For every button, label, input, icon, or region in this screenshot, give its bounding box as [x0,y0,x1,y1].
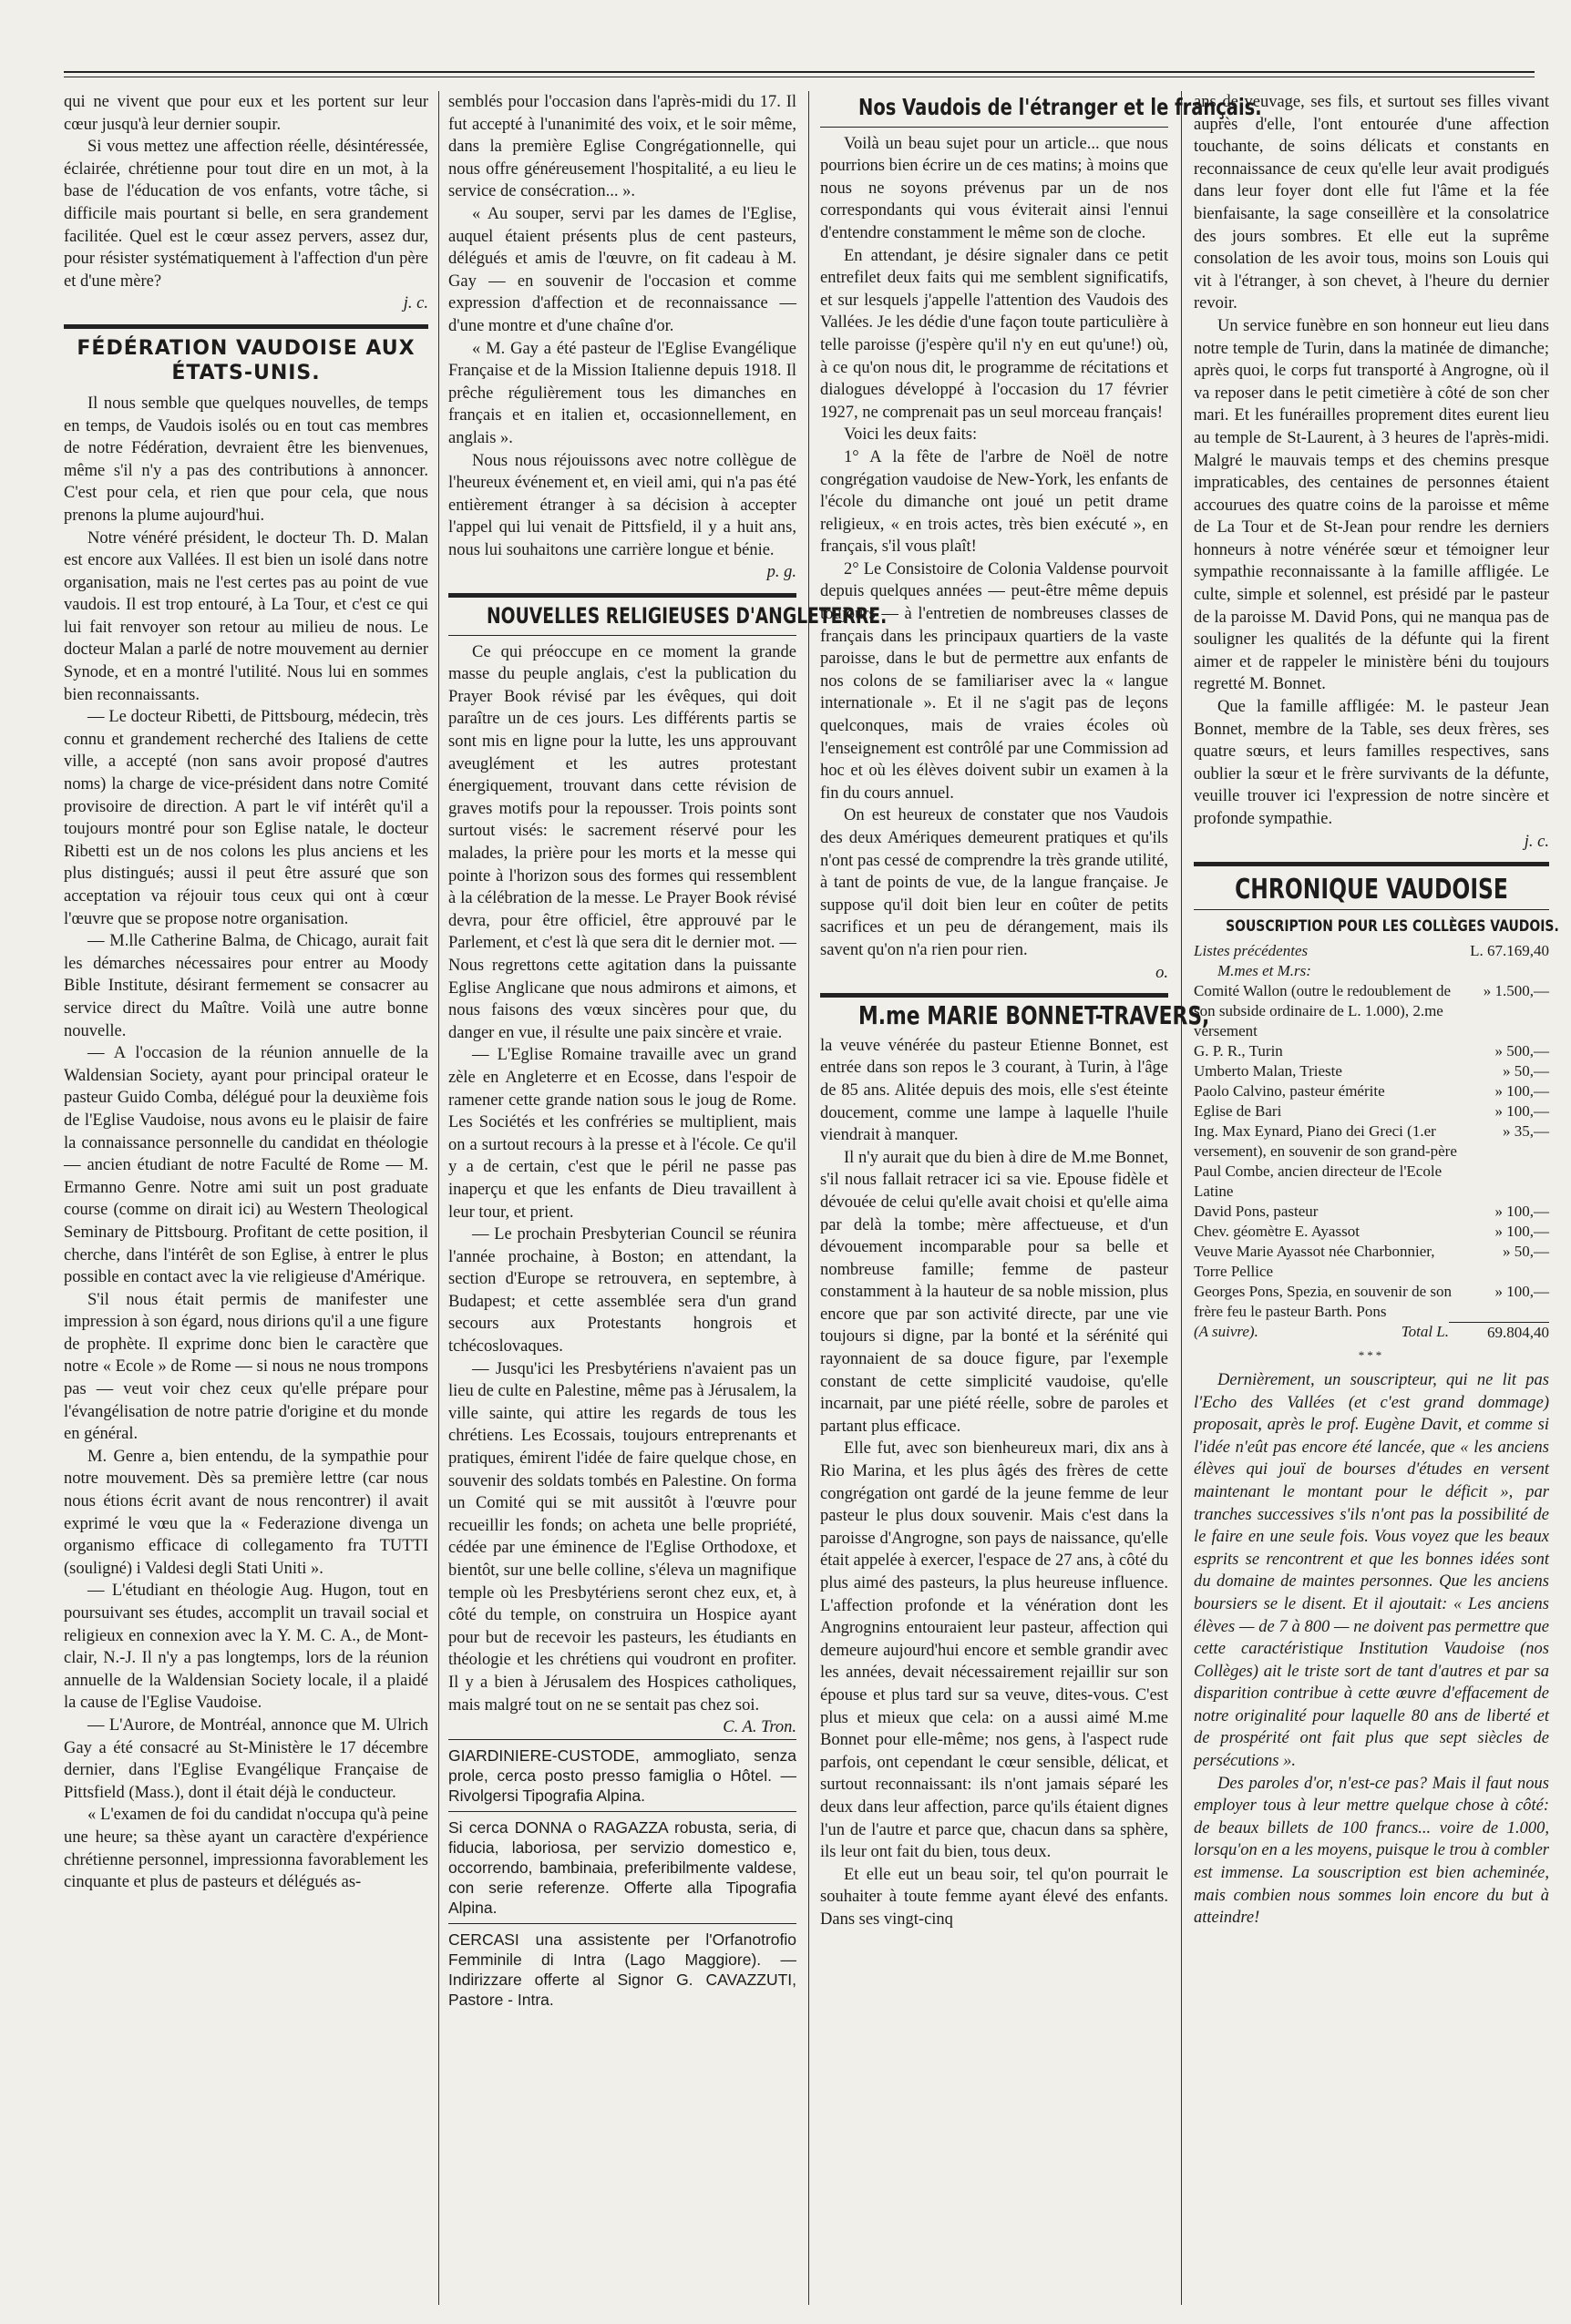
paragraph: « M. Gay a été pasteur de l'Eglise Evangélique Française et de la Mission Italienne depuis 1918. Il prêche régulièrement tous les dimanches en français et en italien et, occasionnellement, en anglais ». [448,339,796,447]
paragraph: Notre vénéré président, le docteur Th. D. Malan est encore aux Vallées. Il est bien un isolé dans notre organisation, mais ne l'est certes pas au point de vue vaudois. Il est trop entouré, à La Tour, et c'est ce qui lui fait renvoyer son retour au milieu de nous. Le docteur Malan a parlé de notre mouvement au dernier Synode, et en a montré l'utilité. Nous lui en sommes bien reconnaissants. [64,528,428,704]
paragraph: — L'Aurore, de Montréal, annonce que M. Ulrich Gay a été consacré au St-Ministère le 17 décembre dernier, dans l'Eglise Evangélique Française de Pittsfield (Mass.), dont il était déjà le conducteur. [64,1715,428,1802]
subscription-suivre: (A suivre). [1194,1323,1258,1341]
subscription-row [1194,1061,1549,1081]
subscription-donor: G. P. R., Turin [1194,1042,1283,1060]
subscription-donor: Comité Wallon (outre le redoublement de son subside ordinaire de L. 1.000), 2.me versement [1194,982,1452,1040]
subscription-donor: Chev. géomètre E. Ayassot [1194,1223,1360,1241]
subscription-row [1194,981,1549,1041]
column-4 [1194,91,1559,2305]
subscription-previous-label: Listes précédentes [1194,942,1309,960]
subscription-amount: » 100,— [1494,1082,1549,1101]
subscription-row [1194,1202,1549,1222]
signature: p. g. [766,563,796,582]
paragraph: — Le prochain Presbyterian Council se réunira l'année prochaine, à Boston; en attendant, la section d'Europe se retrouvera, en septembre, à Budapest; et cette assemblée sera d'un grand secours aux Protestants hongrois et tchécoslovaques. [448,1225,796,1357]
paragraph: Un service funèbre en son honneur eut lieu dans notre temple de Turin, dans la matinée de dimanche; après quoi, le corps fut transporté à Angrogne, où il va reposer dans le petit cimetière à côté de son cher mari. Et les funérailles proprement dites eurent lieu au temple de St-Laurent, à 3 heures de l'après-midi. Malgré le mauvais temps et des chemins presque impraticables, des centaines de personnes étaient accourues des quatre coins de la paroisse et même de La Tour et de St-Jean pour rendre les derniers honneurs à notre vénérée sœur et témoigner leur sympathie reconnaissante à la famille affligée. Le culte, simple et solennel, est présidé par le pasteur de la paroisse M. David Pons, qui ne manqua pas de souligner les qualités de la défunte qui la firent aimer et de rappeler le ministère béni du toujours regretté M. Bonnet. [1194,316,1549,694]
paragraph: Il nous semble que quelques nouvelles, de temps en temps, de Vaudois isolés ou en tout cas membres de notre Fédération, devraient être les bienvenues, même s'il n'y a pas des contributions à annoncer. C'est pour cela, et rien que pour cela, que nous prenons la plume aujourd'hui. [64,394,428,525]
paragraph: « L'examen de foi du candidat n'occupa qu'à peine une heure; sa thèse ayant un caractère d'expérience chrétienne personnel, impressionna favorablement les cinquante et plus de pasteurs et délégués as- [64,1806,428,1892]
subscription-row [1194,1242,1549,1282]
signature: j. c. [403,294,428,313]
paragraph: Voilà un beau sujet pour un article... que nous pourrions bien écrire un de ces matins; à moins que nous ne soyons prévenus par un de nos correspondants qui vous éviterait ainsi l'ennui d'entendre constamment le même son de cloche. [820,134,1168,242]
paragraph: On est heureux de constater que nos Vaudois des deux Amériques demeurent pratiques et qu'ils n'ont pas cessé de comprendre la très grande utilité, à tant de points de vue, de la langue française. Je suppose qu'il doit bien leur en coûter de petits sacrifices et un peu de dérangement, mais ils savent qu'on n'a rien pour rien. [820,806,1168,959]
subscription-row [1194,1121,1549,1202]
column-divider [438,91,439,2305]
article-title-federation: FÉDÉRATION VAUDOISE AUX ÉTATS-UNIS. [77,336,416,384]
subscription-amount: » 1.500,— [1483,982,1549,1000]
paragraph: Si vous mettez une affection réelle, désintéressée, éclairée, chrétienne pour tout dire en un mot, à la base de l'éducation de vos enfants, votre tâche, si difficile mais pourtant si belle, en sera grandement facilitée. Quel est le cœur assez pervers, assez dur, pour résister systématiquement à l'affection d'un père et d'une mère? [64,138,428,291]
subscription-total [1194,1322,1549,1343]
section-title-chronique: CHRONIQUE VAUDOISE [1235,874,1508,906]
paragraph: Voici les deux faits: [844,425,978,445]
paragraph: Dernièrement, un souscripteur, qui ne lit pas l'Echo des Vallées (et c'est grand dommage) proposait, après le prof. Eugène Davit, et comme si l'idée n'eût pas encore été lancée, que « les anciens élèves qui jouï de bourses d'études en versent maintenant le montant pour le déficit », par tranches successives s'ils n'ont pas la possibilité de le faire en une seule fois. Vous voyez que les beaux esprits se rencontrent et que les bonnes idées sont du domaine de maintes personnes. Que les anciens boursiers se le disent. Et il ajoutait: « Les anciens élèves — de 7 à 800 — ne doivent pas permettre que cette caractéristique Institution Vaudoise (nos Collèges) ait le triste sort de tant d'autres et par sa disparition contribue à cette œuvre d'effacement de notre originalité pour laquelle 80 ans de liberté et de prospérité ont fait plus que sept siècles de persécutions ». [1194,1370,1549,1771]
paragraph: « Au souper, servi par les dames de l'Eglise, auquel étaient présents plus de cent pasteurs, délégués et amis de l'œuvre, on fit cadeau à M. Gay — en souvenir de l'occasion et comme expression d'affection et de reconnaissance — d'une montre et d'une chaîne d'or. [448,204,796,335]
subscription-total-label: Total L. [1401,1323,1449,1341]
subscription-amount: » 100,— [1494,1223,1549,1241]
subscription-donor: David Pons, pasteur [1194,1203,1319,1221]
subscription-rows [1194,981,1549,1322]
paragraph: S'il nous était permis de manifester une impression à son égard, nous dirions qu'il a une figure de prophète. Il exprime donc bien le caractère que notre « Ecole » de Rome — si nous ne nous trompons pas — veut voir chez ceux qu'elle prépare pour l'évangélisation de notre patrie d'origine et du monde en général. [64,1290,428,1444]
paragraph: — Jusqu'ici les Presbytériens n'avaient pas un lieu de culte en Palestine, même pas à Jérusalem, la ville sainte, qui attire les regards de tous les chrétiens. Les Ecossais, toujours entreprenants et pratiques, émirent l'idée de faire quelque chose, en souvenir des soldats tombés en Palestine. On forma un Comité qui se mit aussitôt à l'œuvre pour recueillir les fonds; on acheta une belle propriété, cédée par une éminence de l'Eglise Orthodoxe, et bientôt, sur une belle colline, s'éleva un magnifique temple où les Presbytériens seront chez eux, et, à côté du temple, on construira un Hospice ayant pour but de recevoir les pasteurs, les étudiants en théologie et les chrétiens qui voudront en profiter. Il y a bien à Jérusalem des Hospices catholiques, mais malgré tout on ne se sentait pas chez soi. [448,1359,796,1715]
subscription-donor: Paolo Calvino, pasteur émérite [1194,1082,1385,1101]
column-divider [808,91,809,2305]
subscription-donor: Ing. Max Eynard, Piano dei Greci (1.er versement), en souvenir de son grand-père Paul Combe, ancien directeur de l'Ecole Latine [1194,1122,1457,1201]
paragraph: la veuve vénérée du pasteur Etienne Bonnet, est entrée dans son repos le 3 courant, à Turin, à l'âge de 85 ans. Alitée depuis des mois, elle s'est éteinte doucement, comme une lampe à laquelle l'huile viendrait à manquer. [820,1036,1168,1145]
section-divider [448,593,796,598]
paragraph: Il n'y aurait que du bien à dire de M.me Bonnet, s'il nous fallait retracer ici sa vie. Epouse fidèle et dévouée de celui qu'elle avait choisi et qu'elle aima par delà la tombe; mère affectueuse, et d'un dévouement incomparable pour sa belle et nombreuse famille; femme de pasteur constamment à la hauteur de sa noble mission, plus encore que par son activité directe, par une vie toujours si digne, par la bonté et la sérénité qui rayonnaient de sa douce figure, par l'exemple constant de cette simplicité vaudoise, qu'elle incarnait, par une piété réelle, sobre de paroles et partant plus efficace. [820,1148,1168,1436]
classified-ad: Si cerca DONNA o RAGAZZA robusta, seria, di fiducia, laboriosa, per servizio domestico e, occorrendo, bambinaia, preferibilmente valdese, con serie referenze. Offerte alla Tipografia Alpina. [448,1811,796,1923]
subscription-row [1194,1041,1549,1061]
paragraph: — Le docteur Ribetti, de Pittsbourg, médecin, très connu et grandement recherché des Italiens de cette ville, a accepté (non sans avoir proposé d'autres noms) la charge de vice-président dans notre Comité provisoire de direction. A part le vif intérêt qu'il a toujours montré pour son Eglise natale, le docteur Ribetti est un de nos colons les plus anciens et les plus distingués; aussi il peut être assuré que son acceptation va réjouir tous ceux qui ont à cœur l'œuvre que se propose notre organisation. [64,708,428,928]
paragraph: Et elle eut un beau soir, tel qu'on pourrait le souhaiter à toute femme ayant élevé des enfants. Dans ses vingt-cinq [820,1865,1168,1929]
paragraph: 2° Le Consistoire de Colonia Valdense pourvoit depuis quelques années — peut-être même depuis toujours — à l'entretien de nombreuses classes de français dans les principaux quartiers de la vaste paroisse, dans le but de permettre aux enfants de nos colons de se familiariser avec la « langue internationale ». Et il ne s'agit pas de leçons quelconques, mais de vraies écoles où l'enseignement est contrôlé par une Commission ad hoc et où les élèves doivent subir un examen à la fin du cours annuel. [820,559,1168,803]
paragraph: ans de veuvage, ses fils, et surtout ses filles vivant auprès d'elle, l'ont entourée d'une affection touchante, de soins délicats et constants en reconnaissance de ceux qu'elle leur avait prodigués dans leur foyer dont elle fut l'âme et la fée bienfaisante, la sage conseillère et la consolatrice des jours sombres. Et elle eut la suprême consolation de les avoir tous, moins son Louis qui vit à l'étranger, à son chevet, à l'heure du dernier revoir. [1194,93,1549,313]
subscription-amount: » 50,— [1503,1243,1549,1261]
paragraph: M. Genre a, bien entendu, de la sympathie pour notre mouvement. Dès sa première lettre (car nous nous étions écrit avant de nous rencontrer) il avait exprimé le vœu que la « Federazione divenga un organismo efficace di collegamento fra TUTTI (souligné) i Valdesi degli Stati Uniti ». [64,1447,428,1578]
paragraph: — A l'occasion de la réunion annuelle de la Waldensian Society, ayant pour principal orateur le pasteur Guido Comba, délégué pour la deuxième fois de l'Eglise Vaudoise, nous avons eu le plaisir de faire la connaissance personnelle du candidat en théologie — ancien étudiant de notre Faculté de Rome — M. Ermanno Genre. Notre ami suit un post graduate course (comme on dirait ici) au Western Theological Seminary de Pittsbourg. Profitant de cette position, il cherche, dans l'intérêt de son Eglise, à entrer le plus possible en contact avec la vie religieuse d'Amérique. [64,1044,428,1287]
paragraph: — L'Eglise Romaine travaille avec un grand zèle en Angleterre et en Ecosse, dans l'espoir de ramener cette grande nation sous le joug de Rome. Les Sociétés et les confréries se multiplient, mais on a surtout recours à la presse et à l'école. Ce qu'il y a de certain, c'est que le péril ne passe pas inaperçu et que les enfants de Dieu travaillent à leur tour, et prient. [448,1046,796,1222]
subscription-donors-label: M.mes et M.rs: [1217,962,1311,980]
paragraph: Ce qui préoccupe en ce moment la grande masse du peuple anglais, c'est la publication du Prayer Book révisé par les évêques, qui doit paraître un de ces jours. Les différents partis se sont mis en ligne pour la lutte, les uns approuvant aveuglément et les autres protestant énergiquement, trouvant dans cette révision de graves motifs pour la repousser. Trois points sont surtout visés: le sacrement réservé pour les malades, la prière pour les morts et la messe qui pointe à l'horizon sous des formes qui ressemblent à la célébration de la messe. Le Prayer Book révisé devra, pour être officiel, être approuvé par le Parlement, et c'est là que sera dit le dernier mot. — Nous regrettons cette agitation dans la puissante Eglise Anglicane que nous admirons et aimons, et nous faisons des vœux sincères pour que, du danger en vue, il résulte une paix sincère et vraie. [448,642,796,1042]
section-divider [1194,862,1549,866]
subscription-amount: » 35,— [1503,1122,1549,1141]
subscription-row [1194,1101,1549,1121]
classified-ad: CERCASI una assistente per l'Orfanotrofio Femminile di Intra (Lago Maggiore). — Indirizzare offerte al Signor G. CAVAZZUTI, Pastore - Intra. [448,1923,796,2015]
subscription-row [1194,1222,1549,1242]
signature: o. [1155,963,1168,982]
paragraph: En attendant, je désire signaler dans ce petit entrefilet deux faits qui me semblent significatifs, et sur lesquels j'appelle l'attention des Vaudois des Vallées. Je les dédie d'une façon toute particulière à telle paroisse (j'espère qu'il n'y en eut qu'une!) où, à ce qu'on nous dit, le programme de récitations et dialogues développé à l'occasion du 17 février 1927, ne comprenait pas un seul morceau français! [820,246,1168,422]
title-underline [448,635,796,636]
paragraph: Elle fut, avec son bienheureux mari, dix ans à Rio Marina, et les plus âgés des frères de cette congrégation ont gardé de la jeune femme de leur pasteur le plus doux souvenir. Mais c'est dans la paroisse d'Angrogne, son pays de naissance, qu'elle était appelée à exercer, l'espace de 27 ans, à côté du plus aimé des pasteurs, la plus heureuse influence. L'affection profonde et la vénération dont les Angrognins entouraient leur pasteur, affection qui demeure aujourd'hui encore et semble grandir avec les années, devait nécessairement rejaillir sur son épouse et plus tard sur sa veuve, dites-vous. C'est plus et mieux que cela: on a aussi aimé M.me Bonnet pour elle-même; nos gens, à l'aspect rude parfois, ont cependant le cœur sensible, délicat, et surtout reconnaissant: ils n'ont jamais séparé les deux dans leur affection, parce qu'ils étaient dignes l'un de l'autre et parce que, chacun dans sa sphère, ils leur ont fait du bien, tous deux. [820,1439,1168,1862]
separator-stars: *** [1358,1348,1385,1363]
subscription-donor: Georges Pons, Spezia, en souvenir de son frère feu le pasteur Barth. Pons [1194,1283,1452,1321]
subscription-amount: » 100,— [1494,1283,1549,1301]
subscription-amount: » 100,— [1494,1102,1549,1121]
subscription-donor: Veuve Marie Ayassot née Charbonnier, Torre Pellice [1194,1243,1435,1281]
column-2 [448,91,888,2305]
subscription-donor: Umberto Malan, Trieste [1194,1062,1342,1080]
subscription-amount: » 500,— [1494,1042,1549,1060]
column-divider [1181,91,1182,2305]
header-rule [64,71,1535,73]
subscription-amount: » 100,— [1494,1203,1549,1221]
article-title-bonnet-travers: M.me MARIE BONNET-TRAVERS, [858,1000,1210,1031]
paragraph: Que la famille affligée: M. le pasteur Jean Bonnet, membre de la Table, ses deux frères, ses quatre sœurs, et leurs familles respectives, sans oublier la sœur et le frère survivants de la défunte, veuille trouver ici l'expression de notre sincère et profonde sympathie. [1194,698,1549,828]
column-1 [64,91,428,2305]
paragraph: Des paroles d'or, n'est-ce pas? Mais il faut nous employer tous à leur mettre quelque chose à côté: de beaux billets de 100 francs... voire de 1.000, lorsqu'on en a les moyens, puisque le trou à combler est immense. La souscription est bien acheminée, mais combien nous sommes loin encore du but à atteindre! [1194,1774,1549,1928]
signature: C. A. Tron. [723,1718,796,1737]
subscription-donor: Eglise de Bari [1194,1102,1282,1121]
subscription-previous-value: L. 67.169,40 [1470,942,1549,960]
paragraph: 1° A la fête de l'arbre de Noël de notre congrégation vaudoise de New-York, les enfants de l'école du dimanche ont joué un petit drame religieux, « en trois actes, très bien exécuté », en français, s'il vous plaît! [820,447,1168,557]
paragraph: — M.lle Catherine Balma, de Chicago, aurait fait les démarches nécessaires pour entrer au Moody Bible Institute, désirant fermement se consacrer au service direct du Maître. Voilà une autre bonne nouvelle. [64,932,428,1040]
paragraph: — L'étudiant en théologie Aug. Hugon, tout en poursuivant ses études, accomplit un travail social et religieux en connexion avec la Y. M. C. A., de Mont-clair, N.-J. Il n'y a pas longtemps, lors de la réunion annuelle de la Waldensian Society locale, il a plaidé la cause de l'Eglise Vaudoise. [64,1582,428,1713]
section-divider [820,993,1168,998]
subscription-amount: » 50,— [1503,1062,1549,1080]
subscription-row [1194,1282,1549,1322]
title-underline [1194,909,1549,910]
article-title-vaudois-etranger: Nos Vaudois de l'étranger et le français. [858,94,1262,120]
subscription-title: SOUSCRIPTION POUR LES COLLÈGES VAUDOIS. [1226,916,1559,936]
paragraph: Nous nous réjouissons avec notre collègue de l'heureux événement et, en vieil ami, qui n'a pas été entièrement étranger à sa décision à accepter l'appel qui lui venait de Pittsfield, il y a huit ans, nous lui souhaitons une carrière longue et bénie. [448,451,796,559]
paragraph: qui ne vivent que pour eux et les portent sur leur cœur jusqu'à leur dernier soupir. [64,93,428,134]
subscription-row [1194,1081,1549,1101]
subscription-list [1194,941,1549,1343]
paragraph: semblés pour l'occasion dans l'après-midi du 17. Il fut accepté à l'unanimité des voix, et le soir même, dans la première Eglise Congrégationnelle, qui nous offre généreusement l'hospitalité, a eu lieu le service de consécration... ». [448,93,796,201]
subscription-total-value: 69.804,40 [1449,1322,1549,1343]
subscription-previous [1194,941,1549,961]
section-divider [64,324,428,329]
title-underline [820,127,1168,128]
article-title-nouvelles: NOUVELLES RELIGIEUSES D'ANGLETERRE. [487,603,888,630]
classified-ad: GIARDINIERE-CUSTODE, ammogliato, senza prole, cerca posto presso famiglia o Hôtel. — Rivolgersi Tipografia Alpina. [448,1739,796,1811]
signature: j. c. [1524,832,1549,851]
